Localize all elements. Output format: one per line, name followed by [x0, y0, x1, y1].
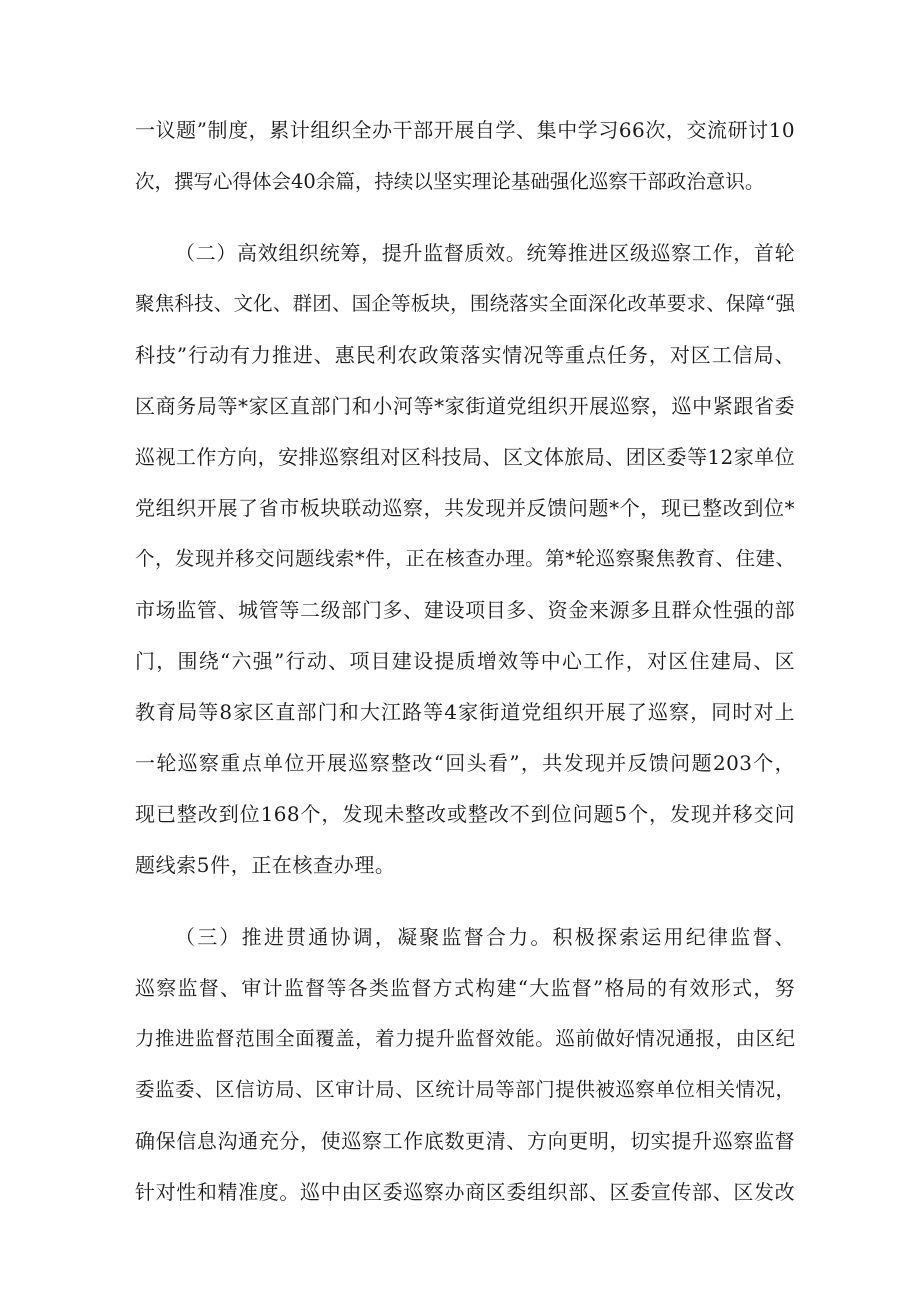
paragraph-line: 门，围绕“六强”行动、项目建设提质增效等中心工作，对区住建局、区	[135, 649, 795, 673]
paragraph-line: 现已整改到位168个，发现未整改或整改不到位问题5个，发现并移交问	[135, 802, 795, 826]
paragraph-line: 一议题”制度，累计组织全办干部开展自学、集中学习66次，交流研讨10	[135, 118, 795, 142]
paragraph-line: 区商务局等*家区直部门和小河等*家街道党组织开展巡察，巡中紧跟省委	[135, 394, 795, 418]
paragraph-line: 科技”行动有力推进、惠民利农政策落实情况等重点任务，对区工信局、	[135, 343, 795, 367]
paragraph-line: 巡察监督、审计监督等各类监督方式构建“大监督”格局的有效形式，努	[135, 976, 795, 1000]
paragraph-line: 针对性和精准度。巡中由区委巡察办商区委组织部、区委宣传部、区发改	[135, 1180, 795, 1204]
paragraph-line: 次，撰写心得体会40余篇，持续以坚实理论基础强化巡察干部政治意识。	[135, 170, 765, 193]
paragraph-line: 市场监管、城管等二级部门多、建设项目多、资金来源多且群众性强的部	[135, 598, 795, 622]
section-heading-line: （二）高效组织统筹，提升监督质效。统筹推进区级巡察工作，首轮	[175, 241, 795, 265]
paragraph-line: 委监委、区信访局、区审计局、区统计局等部门提供被巡察单位相关情况，	[135, 1078, 795, 1101]
section-heading-line: （三）推进贯通协调，凝聚监督合力。积极探索运用纪律监督、	[175, 925, 795, 949]
paragraph-line: 确保信息沟通充分，使巡察工作底数更清、方向更明，切实提升巡察监督	[135, 1129, 795, 1153]
paragraph-line: 教育局等8家区直部门和大江路等4家街道党组织开展了巡察，同时对上	[135, 700, 795, 724]
paragraph-line: 聚焦科技、文化、群团、国企等板块，围绕落实全面深化改革要求、保障“强	[135, 292, 795, 315]
paragraph-line: 巡视工作方向，安排巡察组对区科技局、区文体旅局、团区委等12家单位	[135, 445, 795, 469]
paragraph-line: 一轮巡察重点单位开展巡察整改“回头看”，共发现并反馈问题203个，	[135, 751, 795, 775]
paragraph-line: 力推进监督范围全面覆盖，着力提升监督效能。巡前做好情况通报，由区纪	[135, 1027, 795, 1050]
paragraph-line: 个，发现并移交问题线索*件，正在核查办理。第*轮巡察聚焦教育、住建、	[135, 547, 795, 570]
paragraph-line: 题线索5件，正在核查办理。	[135, 853, 396, 877]
paragraph-line: 党组织开展了省市板块联动巡察，共发现并反馈问题*个，现已整改到位*	[135, 496, 795, 520]
